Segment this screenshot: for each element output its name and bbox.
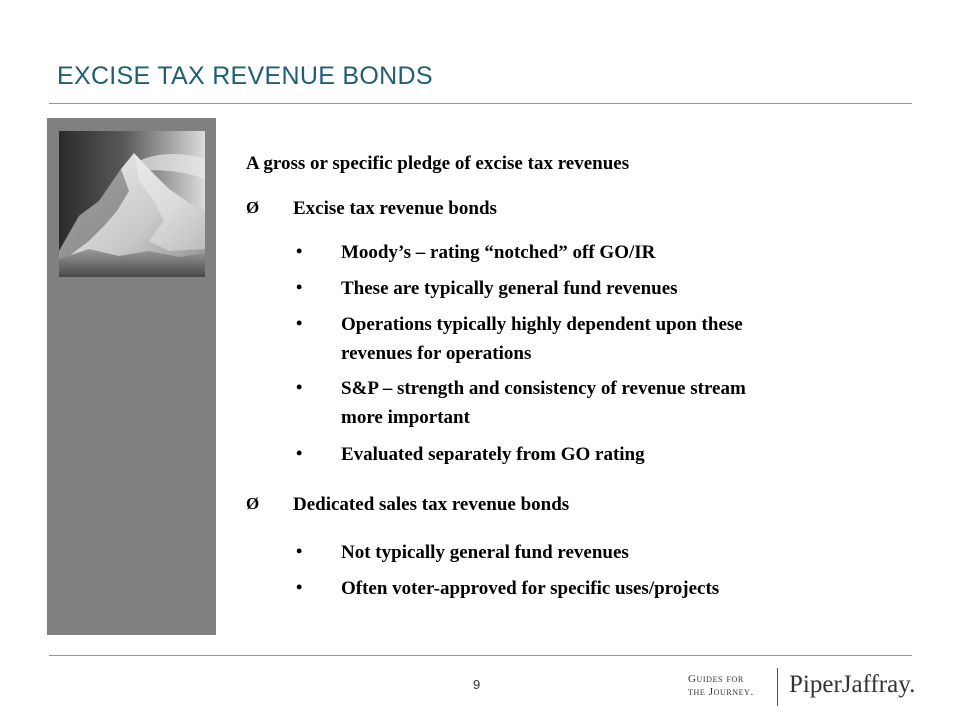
arrow-bullet-icon: Ø bbox=[246, 494, 260, 513]
bullet-text: Not typically general fund revenues bbox=[341, 542, 629, 563]
tagline-line-2: the Journey. bbox=[688, 686, 754, 698]
bullet-icon: • bbox=[296, 541, 303, 561]
bullet-text: S&P – strength and consistency of revenue stream bbox=[341, 378, 746, 399]
bullet-text-continued: revenues for operations bbox=[341, 343, 532, 364]
tagline-line-1: Guides for bbox=[688, 673, 744, 685]
bullet-icon: • bbox=[296, 241, 303, 261]
brand-logo: PiperJaffray. bbox=[789, 671, 916, 698]
bullet-text: Evaluated separately from GO rating bbox=[341, 444, 645, 465]
bullet-icon: • bbox=[296, 443, 303, 463]
bullet-icon: • bbox=[296, 277, 303, 297]
section-heading: Excise tax revenue bonds bbox=[293, 198, 497, 219]
bullet-text: Often voter-approved for specific uses/projects bbox=[341, 578, 720, 599]
section-heading: Dedicated sales tax revenue bonds bbox=[293, 494, 570, 515]
page-number: 9 bbox=[473, 677, 481, 692]
intro-text: A gross or specific pledge of excise tax revenues bbox=[246, 153, 630, 174]
bullet-text: Moody’s – rating “notched” off GO/IR bbox=[341, 242, 656, 263]
bullet-icon: • bbox=[296, 377, 303, 397]
bullet-icon: • bbox=[296, 313, 303, 333]
tagline bbox=[688, 673, 754, 699]
bullet-text: Operations typically highly dependent upon these bbox=[341, 314, 743, 335]
logo-divider bbox=[777, 668, 778, 706]
footer-divider bbox=[49, 655, 912, 656]
arrow-bullet-icon: Ø bbox=[246, 198, 260, 217]
bullet-text: These are typically general fund revenues bbox=[341, 278, 678, 299]
bullet-icon: • bbox=[296, 577, 303, 597]
slide-title: EXCISE TAX REVENUE BONDS bbox=[57, 62, 433, 90]
bullet-text-continued: more important bbox=[341, 407, 470, 428]
